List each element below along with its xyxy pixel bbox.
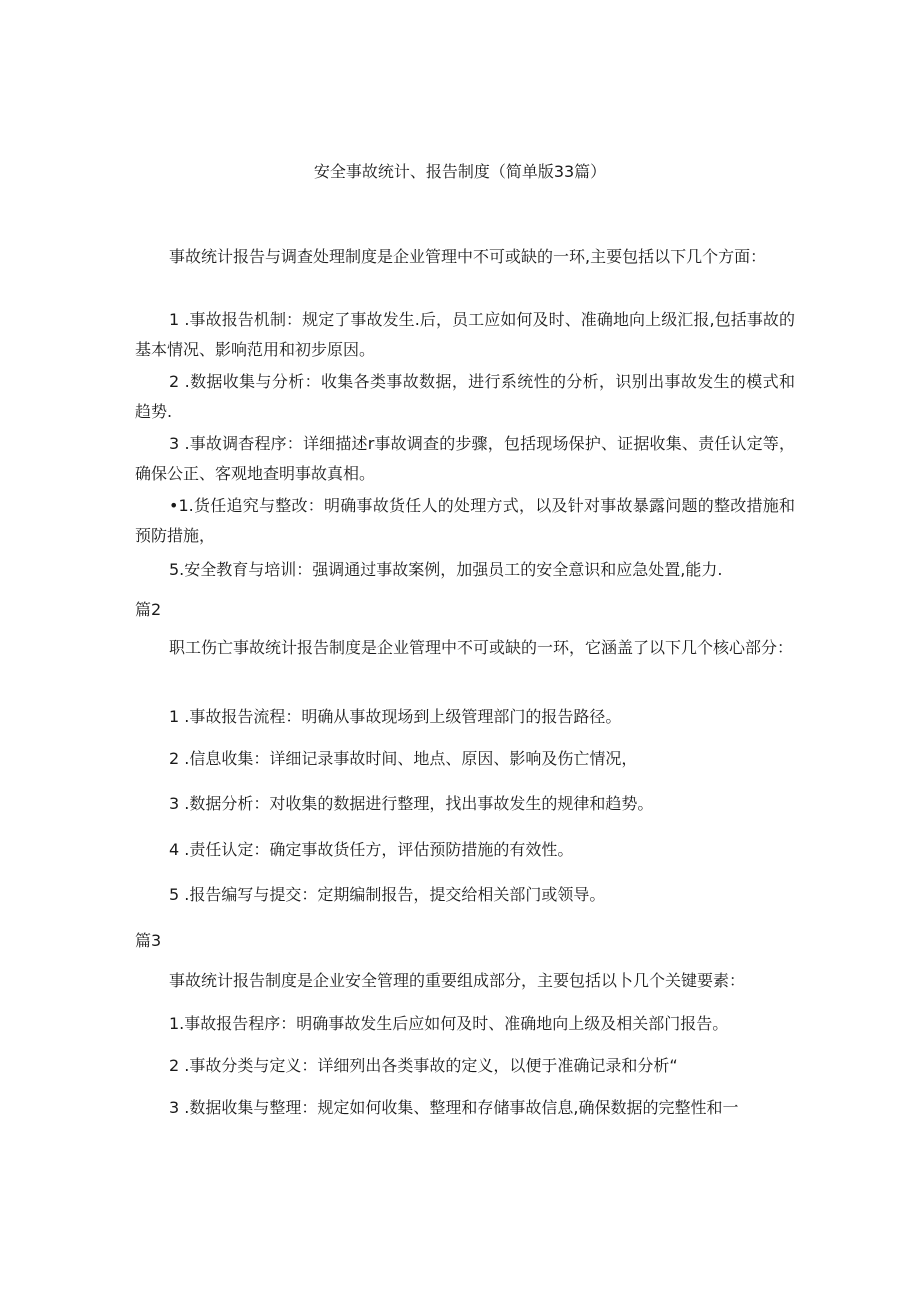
section1-item-5: 5.安全教育与培训：强调通过事故案例，加强员工的安全意识和应急处置,能力. (169, 560, 723, 579)
section3-item-3: 3 .数据收集与整理：规定如何收集、整理和存储事故信息,确保数据的完整性和一 (169, 1098, 739, 1117)
section2-item-5: 5 .报告编写与提交：定期编制报告，提交给相关部门或领导。 (169, 885, 606, 904)
section2-item-3: 3 .数据分析：对收集的数据进行整理，找出事故发生的规律和趋势。 (169, 794, 654, 813)
document-title: 安全事故统计、报告制度（简单版33篇） (313, 162, 607, 181)
section2-intro: 职工伤亡事故统计报告制度是企业管理中不可或缺的一环，它涵盖了以下几个核心部分： (169, 638, 794, 657)
section1-item-2: 2 .数据收集与分析：收集各类事故数据，进行系统性的分析，识别出事故发生的模式和趋势. (135, 372, 795, 421)
section3-heading: 篇3 (135, 931, 162, 950)
section3-item-1: 1.事故报告程序：明确事故发生后应如何及时、准确地向上级及相关部门报告。 (169, 1014, 729, 1033)
section1-intro: 事故统计报告与调查处理制度是企业管理中不可或缺的一环,主要包括以下几个方面： (169, 247, 767, 266)
section3-item-2: 2 .事故分类与定义：详细列出各类事故的定义，以便于准确记录和分析“ (169, 1056, 678, 1075)
section2-heading: 篇2 (135, 600, 162, 619)
section2-item-4: 4 .责任认定：确定事故货任方，评估预防措施的有效性。 (169, 840, 574, 859)
section1-item-1: 1 .事故报告机制：规定了事故发生.后，员工应如何及时、准确地向上级汇报,包括事故的基本情况、影响范用和初步原因。 (135, 310, 795, 359)
section2-item-1: 1 .事故报告流程：明确从事故现场到上级管理部门的报告路径。 (169, 707, 622, 726)
section1-item-3: 3 .事故调杳程序：详细描述r事故调查的步骤，包括现场保护、证据收集、责任认定等，确保公正、客观地查明事故真相。 (135, 434, 795, 483)
section2-item-2: 2 .信息收集：详细记录事故时间、地点、原因、影响及伤亡情况， (169, 749, 638, 768)
section3-intro: 事故统计报告制度是企业安全管理的重要组成部分，主要包括以卜几个关键要素： (169, 971, 746, 990)
section1-item-4: •1.货任追究与整改：明确事故货任人的处理方式，以及针对事故暴露问题的整改措施和预防措施， (135, 496, 795, 545)
